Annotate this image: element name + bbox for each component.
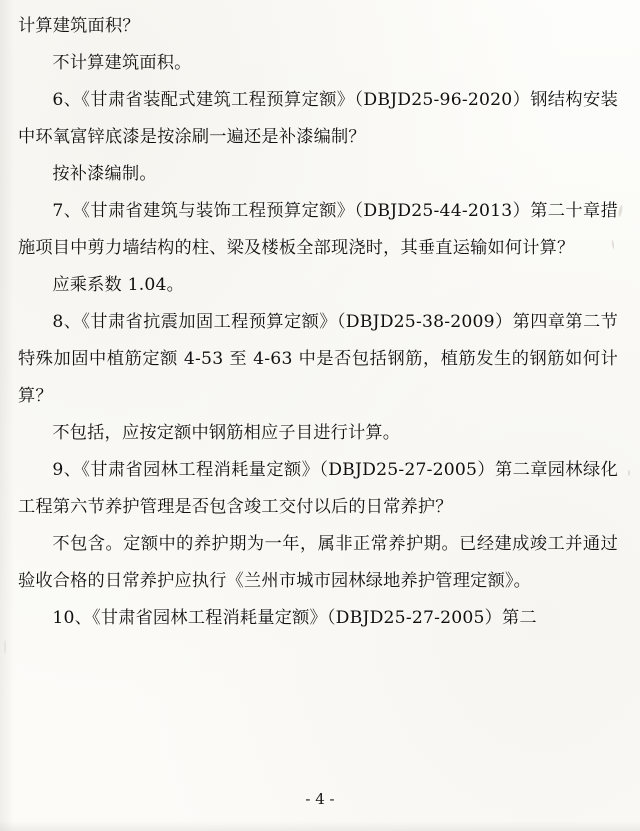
scan-artifact-icon bbox=[4, 640, 6, 654]
paragraph-answer-8: 不包括，应按定额中钢筋相应子目进行计算。 bbox=[52, 423, 401, 443]
paragraph-answer-6: 按补漆编制。 bbox=[52, 164, 157, 184]
paragraph-answer-7: 应乘系数 1.04。 bbox=[52, 275, 185, 295]
paragraph-continuation-q5: 计算建筑面积？ bbox=[18, 16, 140, 36]
paragraph-question-6: 6、《甘肃省装配式建筑工程预算定额》（DBJD25-96-2020）钢结构安装中环氧富锌底漆是按涂刷一遍还是补漆编制？ bbox=[18, 90, 618, 147]
paragraph-answer-5: 不计算建筑面积。 bbox=[52, 53, 192, 73]
paragraph-question-10: 10、《甘肃省园林工程消耗量定额》（DBJD25-27-2005）第二 bbox=[52, 608, 537, 628]
paragraph-answer-9: 不包含。定额中的养护期为一年，属非正常养护期。已经建成竣工并通过验收合格的日常养护应执行《兰州市城市园林绿地养护管理定额》。 bbox=[18, 534, 618, 591]
paragraph-question-8: 8、《甘肃省抗震加固工程预算定额》（DBJD25-38-2009）第四章第二节特殊加固中植筋定额 4-53 至 4-63 中是否包括钢筋，植筋发生的钢筋如何计算？ bbox=[18, 312, 618, 406]
page-left-shadow bbox=[0, 0, 14, 831]
paragraph-question-7: 7、《甘肃省建筑与装饰工程预算定额》（DBJD25-44-2013）第二十章措施项目中剪力墙结构的柱、梁及楼板全部现浇时，其垂直运输如何计算？ bbox=[18, 201, 618, 258]
document-body bbox=[18, 8, 618, 778]
scan-artifact-icon bbox=[628, 470, 630, 476]
page-bottom-shadow bbox=[0, 821, 640, 831]
paragraph-question-9: 9、《甘肃省园林工程消耗量定额》（DBJD25-27-2005）第二章园林绿化工程第六节养护管理是否包含竣工交付以后的日常养护？ bbox=[18, 460, 618, 517]
page-number: - 4 - bbox=[305, 790, 335, 808]
scan-artifact-icon bbox=[618, 205, 623, 217]
